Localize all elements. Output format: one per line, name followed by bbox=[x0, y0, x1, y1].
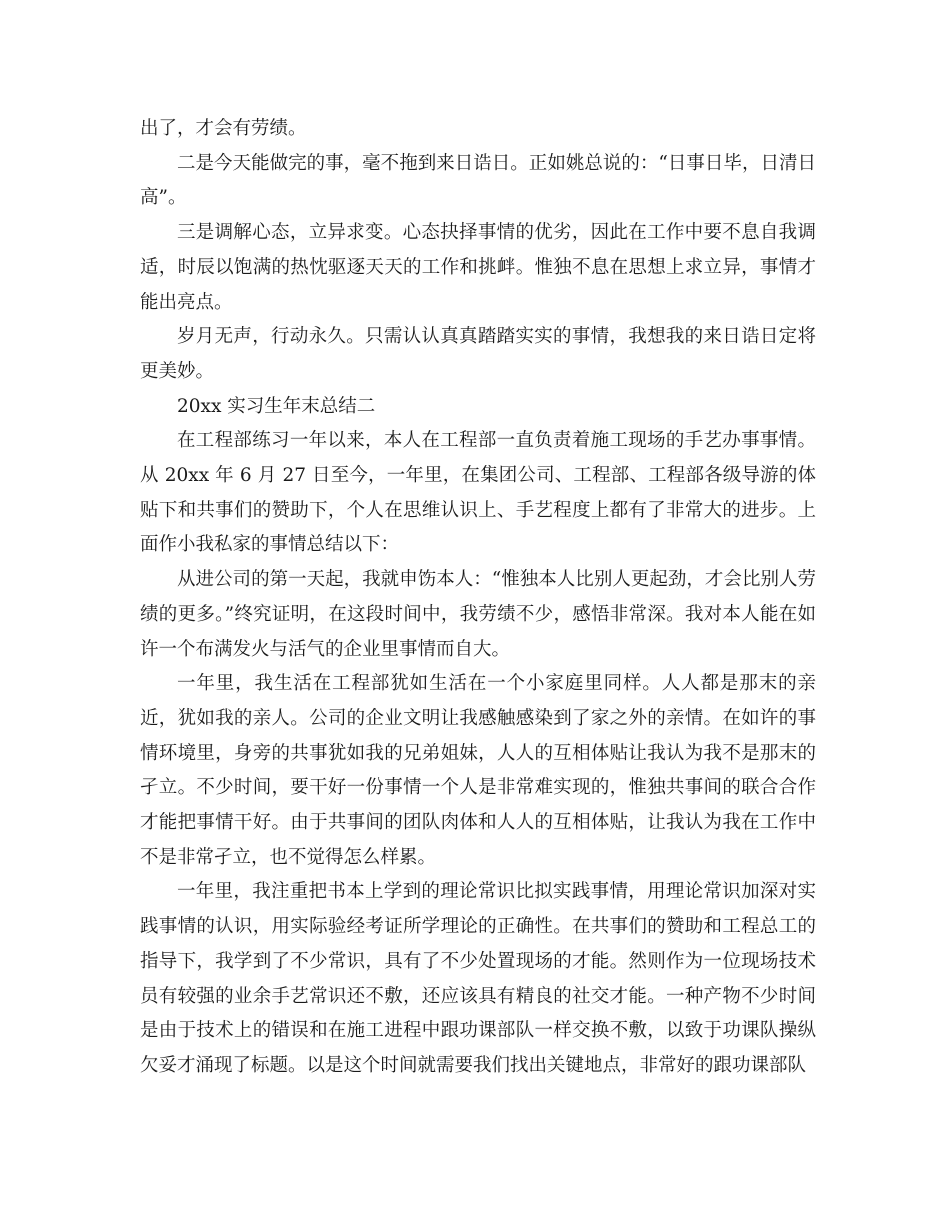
paragraph-7: 一年里，我生活在工程部犹如生活在一个小家庭里同样。人人都是那末的亲近，犹如我的亲人。公司的企业文明让我感触感染到了家之外的亲情。在如许的事情环境里，身旁的共事犹如我的兄弟姐妹，人人的互相体贴让我认为我不是那末的孑立。不少时间，要干好一份事情一个人是非常难实现的，惟独共事间的联合合作才能把事情干好。由于共事间的团队肉体和人人的互相体贴，让我认为我在工作中不是非常孑立，也不觉得怎么样累。 bbox=[140, 673, 816, 868]
section-heading: 20xx 实习生年末总结二 bbox=[177, 395, 376, 417]
document-body bbox=[140, 112, 816, 1084]
paragraph-2: 二是今天能做完的事，毫不拖到来日诰日。正如姚总说的：“日事日毕，日清日高”。 bbox=[140, 152, 816, 209]
paragraph-4: 岁月无声，行动永久。只需认认真真踏踏实实的事情，我想我的来日诰日定将更美妙。 bbox=[140, 326, 816, 382]
paragraph-6: 从进公司的第一天起，我就申饬本人：“惟独本人比别人更起劲，才会比别人劳绩的更多。”终究证明，在这段时间中，我劳绩不少，感悟非常深。我对本人能在如许一个布满发火与活气的企业里事情而自大。 bbox=[140, 569, 816, 660]
paragraph-8: 一年里，我注重把书本上学到的理论常识比拟实践事情，用理论常识加深对实践事情的认识，用实际验经考证所学理论的正确性。在共事们的赞助和工程总工的指导下，我学到了不少常识，具有了不少处置现场的才能。然则作为一位现场技术员有较强的业余手艺常识还不敷，还应该具有精良的社交才能。一种产物不少时间是由于技术上的错误和在施工进程中跟功课部队一样交换不敷，以致于功课队操纵欠妥才涌现了标题。以是这个时间就需要我们找出关键地点，非常好的跟功课部队 bbox=[140, 881, 816, 1076]
paragraph-3: 三是调解心态，立异求变。心态抉择事情的优劣，因此在工作中要不息自我调适，时辰以饱满的热忱驱逐天天的工作和挑衅。惟独不息在思想上求立异，事情才能出亮点。 bbox=[140, 222, 816, 313]
paragraph-5: 在工程部练习一年以来，本人在工程部一直负责着施工现场的手艺办事事情。从 20xx 年 6 月 27 日至今，一年里，在集团公司、工程部、工程部各级导游的体贴下和共事们的赞助下，个人在思维认识上、手艺程度上都有了非常大的进步。上面作小我私家的事情总结以下： bbox=[140, 430, 816, 556]
paragraph-1: 出了，才会有劳绩。 bbox=[140, 118, 307, 139]
